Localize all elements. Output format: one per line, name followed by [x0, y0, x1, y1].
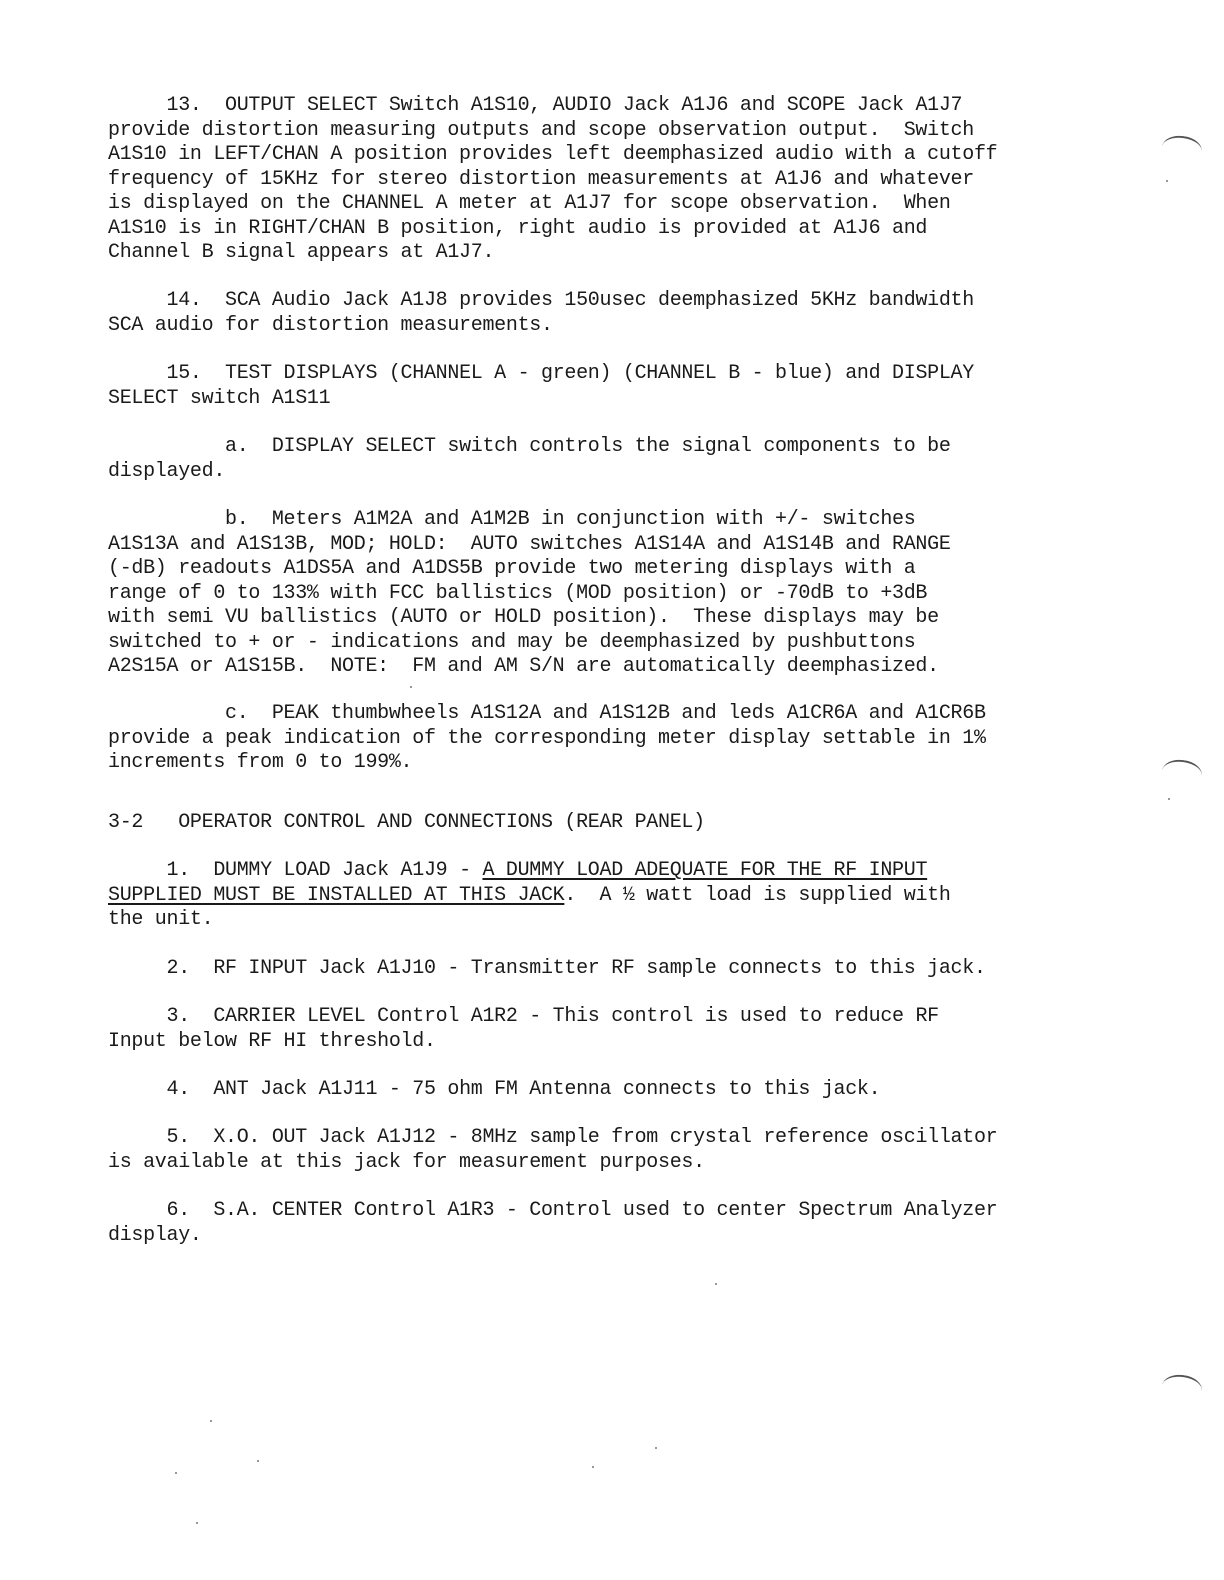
dummy-load-warning-line-2: SUPPLIED MUST BE INSTALLED AT THIS JACK — [108, 883, 565, 907]
scan-speck — [655, 1447, 657, 1449]
dummy-load-warning-line-1: A DUMMY LOAD ADEQUATE FOR THE RF INPUT — [482, 859, 928, 882]
scan-speck — [257, 1460, 259, 1462]
margin-punch-mark-bottom — [1160, 1372, 1203, 1403]
margin-punch-mark-middle — [1160, 757, 1203, 788]
paragraph-13: 13. OUTPUT SELECT Switch A1S10, AUDIO Jack A1J6 and SCOPE Jack A1J7 provide distortion measuring outputs and scope observation output. Switch A1S10 in LEFT/CHAN A position provides left deemphasized audio with a cutoff frequency of 15KHz for stereo distortion measurements at A1J6 and whatever is displayed on the CHANNEL A meter at A1J7 for scope observation. When A1S10 is in RIGHT/CHAN B position, right audio is provided at A1J6 and Channel B signal appears at A1J7. — [108, 94, 998, 264]
scan-speck — [196, 1522, 198, 1524]
scan-speck — [210, 1420, 212, 1422]
paragraph-15b: b. Meters A1M2A and A1M2B in conjunction with +/- switches A1S13A and A1S13B, MOD; HOLD: AUTO switches A1S14A and A1S14B and RANGE (-dB) readouts A1DS5A and A1DS5B provide two metering displays with a range of 0 to 133% with FCC ballistics (MOD position) or -70dB to +3dB with semi VU ballistics (AUTO or HOLD position). These displays may be switched to + or - indications and may be deemphasized by pushbuttons A2S15A or A1S15B. NOTE: FM and AM S/N are automatically deemphasized. — [108, 508, 951, 678]
paragraph-15c: c. PEAK thumbwheels A1S12A and A1S12B and leds A1CR6A and A1CR6B provide a peak indication of the corresponding meter display settable in 1% increments from 0 to 199%. — [108, 702, 986, 774]
paragraph-15a: a. DISPLAY SELECT switch controls the signal components to be displayed. — [108, 435, 951, 483]
rear-item-1 — [108, 859, 1068, 933]
scan-speck — [592, 1466, 594, 1468]
scan-speck — [715, 1283, 717, 1285]
rear-item-6: 6. S.A. CENTER Control A1R3 - Control used to center Spectrum Analyzer display. — [108, 1199, 998, 1247]
rear-item-1-lead: 1. DUMMY LOAD Jack A1J9 - — [108, 859, 483, 882]
rear-item-1-tail: . A ½ watt load is supplied with the unit. — [108, 883, 951, 931]
margin-punch-mark-top — [1160, 133, 1203, 164]
rear-item-4: 4. ANT Jack A1J11 - 75 ohm FM Antenna connects to this jack. — [108, 1078, 881, 1101]
scan-speck — [1166, 180, 1168, 182]
section-heading: 3-2 OPERATOR CONTROL AND CONNECTIONS (REAR PANEL) — [108, 811, 705, 834]
rear-item-3: 3. CARRIER LEVEL Control A1R2 - This control is used to reduce RF Input below RF HI threshold. — [108, 1005, 939, 1053]
paragraph-14: 14. SCA Audio Jack A1J8 provides 150usec deemphasized 5KHz bandwidth SCA audio for distortion measurements. — [108, 289, 974, 337]
scan-speck — [1168, 798, 1170, 800]
paragraph-15: 15. TEST DISPLAYS (CHANNEL A - green) (CHANNEL B - blue) and DISPLAY SELECT switch A1S11 — [108, 362, 974, 410]
scan-speck — [410, 686, 412, 688]
scan-speck — [175, 1472, 177, 1474]
rear-item-5: 5. X.O. OUT Jack A1J12 - 8MHz sample from crystal reference oscillator is available at this jack for measurement purposes. — [108, 1126, 998, 1174]
rear-item-2: 2. RF INPUT Jack A1J10 - Transmitter RF sample connects to this jack. — [108, 957, 986, 980]
